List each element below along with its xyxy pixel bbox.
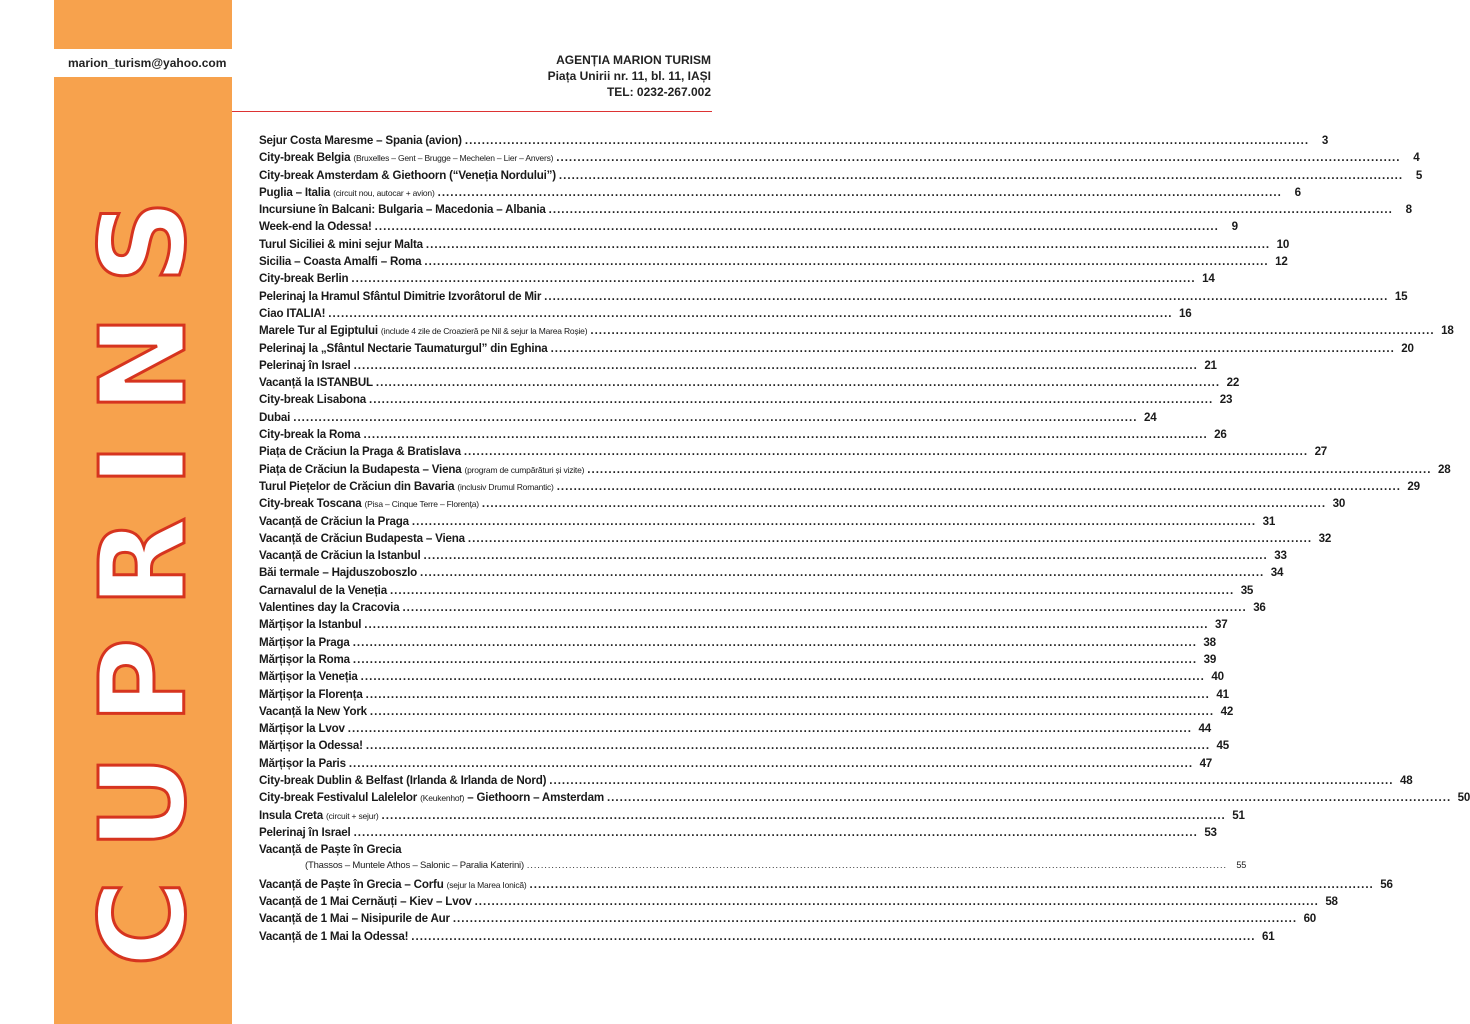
toc-item-title-cont: – Giethoorn – Amsterdam <box>467 791 604 805</box>
toc-item[interactable] <box>259 324 1454 341</box>
toc-leader-dots: ........................................................................................................................................................................................................ <box>423 549 1268 563</box>
toc-page-number: 28 <box>1437 462 1451 476</box>
toc-item-title: Turul Piețelor de Crăciun din Bavaria <box>259 479 455 493</box>
toc-page-number: 30 <box>1332 497 1346 511</box>
page-title: CUPRINS <box>74 169 212 967</box>
toc-item-note: (circuit nou, autocar + avion) <box>333 187 435 198</box>
toc-item[interactable] <box>259 791 1470 808</box>
toc-page-number: 5 <box>1415 168 1423 182</box>
toc-page-number: 18 <box>1441 324 1454 338</box>
toc-page-number: 61 <box>1262 929 1275 943</box>
toc-leader-dots: ........................................................................................................................................................................................................ <box>481 497 1327 511</box>
toc-leader-dots: ........................................................................................................................................................................................................ <box>353 358 1198 372</box>
toc-item-note: (Bruxelles – Gent – Brugge – Mechelen – Lier – Anvers) <box>353 153 554 164</box>
toc-page-number: 31 <box>1262 514 1276 528</box>
toc-item[interactable] <box>259 773 1413 791</box>
toc-item-title: Vacanță de 1 Mai la Odessa! <box>259 929 409 943</box>
toc-item-title: Mărțișor la Paris <box>259 756 346 770</box>
toc-page-number: 39 <box>1203 652 1217 666</box>
toc-item-title: Turul Siciliei & mini sejur Malta <box>259 237 423 251</box>
toc-leader-dots: ........................................................................................................................................................................................................ <box>293 410 1138 424</box>
toc-leader-dots: ........................................................................................................................................................................................................ <box>550 341 1395 355</box>
toc-item-title: Pelerinaj la Hramul Sfântul Dimitrie Izvorâtorul de Mir <box>259 289 542 303</box>
toc-item-title: Sejur Costa Maresme – Spania (avion) <box>259 134 462 147</box>
toc-leader-dots: ........................................................................................................................................................................................................ <box>353 825 1198 839</box>
toc-page-number: 9 <box>1231 220 1238 234</box>
toc-item[interactable] <box>259 618 1228 635</box>
toc-page-number: 26 <box>1214 428 1227 442</box>
toc-item-title: Vacanță de 1 Mai Cernăuți – Kiev – Lvov <box>259 895 472 909</box>
toc-page-number: 23 <box>1219 393 1233 407</box>
toc-item[interactable] <box>259 289 1408 307</box>
toc-item[interactable] <box>259 255 1288 272</box>
toc-page-number: 32 <box>1318 531 1332 545</box>
toc-item-title: Pelerinaj la „Sfântul Nectarie Taumaturgul” din Eghina <box>259 341 548 355</box>
toc-page-number: 10 <box>1276 237 1290 251</box>
toc-item-title: Vacanță de Crăciun la Praga <box>259 514 409 528</box>
toc-page-number: 21 <box>1204 358 1217 372</box>
toc-item-title: Mărțișor la Praga <box>259 635 350 649</box>
toc-leader-dots: ........................................................................................................................................................................................................ <box>364 618 1209 632</box>
toc-item-title: Valentines day la Cracovia <box>259 601 400 615</box>
toc-item[interactable] <box>259 739 1230 756</box>
toc-leader-dots: ........................................................................................................................................................................................................ <box>606 791 1452 805</box>
toc-leader-dots: ........................................................................................................................................................................................................ <box>347 722 1192 736</box>
toc-item-title: (Thassos – Muntele Athos – Salonic – Paralia Katerini) <box>305 860 524 872</box>
toc-item[interactable] <box>259 929 1275 947</box>
toc-item[interactable] <box>259 687 1229 705</box>
toc-page-number: 60 <box>1303 912 1317 926</box>
toc-item[interactable] <box>259 306 1192 324</box>
toc-item-title: Week-end la Odessa! <box>259 220 372 234</box>
toc-page-number: 42 <box>1220 704 1234 718</box>
toc-page-number: 40 <box>1211 670 1224 684</box>
toc-leader-dots: ........................................................................................................................................................................................................ <box>467 531 1313 545</box>
toc-item[interactable] <box>259 479 1420 497</box>
toc-item[interactable] <box>259 462 1451 480</box>
toc-leader-dots: ........................................................................................................................................................................................................ <box>348 756 1194 770</box>
toc-item-title: Dubai <box>259 410 291 424</box>
toc-leader-dots: ........................................................................................................................................................................................................ <box>365 687 1210 701</box>
toc-item[interactable] <box>259 877 1393 895</box>
toc-leader-dots: ........................................................................................................................................................................................................ <box>529 877 1374 891</box>
toc-leader-dots: ........................................................................................................................................................................................................ <box>411 929 1256 943</box>
toc-item[interactable] <box>259 583 1254 601</box>
toc-leader-dots: ........................................................................................................................................................................................................ <box>352 652 1198 666</box>
toc-page-number: 27 <box>1314 445 1328 459</box>
toc-item-title: Incursiune în Balcani: Bulgaria – Macedonia – Albania <box>259 203 546 217</box>
toc-item[interactable] <box>259 272 1215 289</box>
toc-leader-dots: ........................................................................................................................................................................................................ <box>402 601 1247 615</box>
toc-leader-dots: ........................................................................................................................................................................................................ <box>590 324 1435 338</box>
toc-leader-dots: ........................................................................................................................................................................................................ <box>587 462 1432 476</box>
toc-item[interactable] <box>259 895 1338 912</box>
toc-item-note: (inclusiv Drumul Romantic) <box>457 481 554 492</box>
header-rule <box>232 111 712 112</box>
toc-leader-dots: ........................................................................................................................................................................................................ <box>360 670 1205 684</box>
toc-page-number: 33 <box>1274 549 1287 563</box>
toc-item[interactable] <box>259 151 1420 168</box>
toc-item[interactable] <box>259 601 1266 618</box>
toc-leader-dots: ........................................................................................................................................................................................................ <box>375 376 1221 390</box>
toc-item[interactable] <box>259 393 1233 410</box>
toc-page-number: 47 <box>1199 756 1213 770</box>
toc-item[interactable] <box>259 860 1247 877</box>
toc-item[interactable] <box>259 237 1290 255</box>
toc-page-number: 16 <box>1179 306 1192 320</box>
toc-leader-dots: ........................................................................................................................................................................................................ <box>352 635 1197 649</box>
toc-item[interactable] <box>259 410 1157 428</box>
toc-item-title: Carnavalul de la Veneția <box>259 583 387 597</box>
toc-item-title: Pelerinaj în Israel <box>259 825 351 839</box>
toc-item-title: Vacanță de Crăciun Budapesta – Viena <box>259 531 465 545</box>
toc-item[interactable] <box>259 220 1238 237</box>
toc-item-title: City-break la Roma <box>259 428 361 442</box>
toc-item-title: Mărțișor la Veneția <box>259 670 358 684</box>
toc-page-number: 51 <box>1232 808 1245 822</box>
toc-leader-dots: ........................................................................................................................................................................................................ <box>425 237 1271 251</box>
toc-item-title: Vacanță de Crăciun la Istanbul <box>259 549 421 563</box>
toc-item-title: Mărțișor la Florența <box>259 687 363 701</box>
toc-item[interactable] <box>259 566 1284 583</box>
toc-page-number: 53 <box>1204 825 1217 839</box>
toc-item[interactable] <box>259 808 1245 826</box>
toc-item[interactable] <box>259 704 1234 722</box>
toc-item-title: Piața de Crăciun la Budapesta – Viena <box>259 462 462 476</box>
toc-item[interactable] <box>259 185 1301 203</box>
toc-leader-dots: ........................................................................................................................................................................................................ <box>420 566 1265 580</box>
toc-item-title: Vacanță la New York <box>259 704 367 718</box>
toc-leader-dots: ........................................................................................................................................................................................................ <box>474 895 1319 909</box>
toc-item-title: Băi termale – Hajduszoboszlo <box>259 566 418 580</box>
toc-page-number: 58 <box>1325 895 1338 909</box>
toc-page-number: 55 <box>1236 860 1247 871</box>
toc-item[interactable] <box>259 358 1217 376</box>
agency-address: Piața Unirii nr. 11, bl. 11, IAȘI <box>547 69 711 83</box>
toc-item-title: City-break Dublin & Belfast (Irlanda & Irlanda de Nord) <box>259 773 547 787</box>
toc-item-title: Vacanță de Paște în Grecia <box>259 843 402 857</box>
toc-leader-dots: ........................................................................................................................................................................................................ <box>556 151 1401 165</box>
toc-item-title: Vacanță de 1 Mai – Nisipurile de Aur <box>259 912 450 926</box>
toc-item[interactable] <box>259 134 1329 151</box>
toc-page-number: 15 <box>1394 289 1408 303</box>
toc-leader-dots: ........................................................................................................................................................................................................ <box>389 583 1235 597</box>
toc-item-note: (Pisa – Cinque Terre – Florența) <box>364 499 479 510</box>
toc-item[interactable] <box>259 549 1287 566</box>
toc-item-title: Mărțișor la Istanbul <box>259 618 362 632</box>
toc-page-number: 45 <box>1216 739 1230 753</box>
toc-item-title: Ciao ITALIA! <box>259 306 326 320</box>
toc-item-title: City-break Berlin <box>259 272 349 286</box>
toc-page-number: 37 <box>1215 618 1228 632</box>
toc-leader-dots: ........................................................................................................................................................................................................ <box>369 393 1214 407</box>
toc-leader-dots: ........................................................................................................................................................................................................ <box>411 514 1257 528</box>
toc-page-number: 6 <box>1294 185 1301 199</box>
toc-item-note: (circuit + sejur) <box>325 810 379 821</box>
toc-page-number: 24 <box>1143 410 1157 424</box>
toc-item-note: (program de cumpărături și vizite) <box>464 464 585 475</box>
toc-leader-dots: ........................................................................................................................................................................................................ <box>544 289 1389 303</box>
toc-item-title: Mărțișor la Odessa! <box>259 739 363 753</box>
toc-leader-dots: ........................................................................................................................................................................................................ <box>369 704 1215 718</box>
toc-item-title: Piața de Crăciun la Praga & Bratislava <box>259 445 461 459</box>
toc-item[interactable] <box>259 341 1414 359</box>
toc-leader-dots: ........................................................................................................................................................................................................ <box>463 445 1309 459</box>
toc-leader-dots: ........................................................................................................................................................................................................ <box>374 220 1219 234</box>
toc-leader-dots: ........................................................................................................................................................................................................ <box>365 739 1211 753</box>
toc-leader-dots: ........................................................................................................................................................................................................ <box>363 428 1208 442</box>
toc-item-note: (include 4 zile de Croazieră pe Nil & sejur la Marea Roșie) <box>380 326 588 337</box>
toc-item[interactable] <box>259 722 1211 739</box>
toc-item-title: Mărțișor la Lvov <box>259 722 345 736</box>
toc-page-number: 22 <box>1226 376 1240 390</box>
toc-leader-dots: ........................................................................................................................................................................................................ <box>558 168 1404 182</box>
toc-page-number: 4 <box>1413 151 1420 165</box>
toc-item[interactable] <box>259 514 1276 532</box>
toc-page-number: 20 <box>1401 341 1414 355</box>
agency-phone: TEL: 0232-267.002 <box>606 85 711 99</box>
toc-page-number: 8 <box>1405 203 1412 217</box>
contact-email[interactable]: marion_turism@yahoo.com <box>68 56 227 70</box>
toc-item[interactable] <box>259 376 1240 393</box>
toc-item-title: Puglia – Italia <box>259 185 331 199</box>
toc-leader-dots: ........................................................................................................................................................................................................ <box>548 203 1393 217</box>
toc-leader-dots: ........................................................................................................................................................................................................ <box>381 808 1226 822</box>
toc-page-number: 38 <box>1203 635 1216 649</box>
toc-page-number: 14 <box>1202 272 1215 286</box>
toc-page-number: 34 <box>1270 566 1284 580</box>
toc-item-title: Mărțișor la Roma <box>259 652 350 666</box>
toc-page-number: 36 <box>1253 601 1266 615</box>
toc-leader-dots: ........................................................................................................................................................................................................ <box>556 479 1401 493</box>
toc-page-number: 3 <box>1321 134 1329 147</box>
agency-name: AGENȚIA MARION TURISM <box>556 53 711 67</box>
toc-item-title: Vacanță la ISTANBUL <box>259 376 373 390</box>
toc-item-title: Sicilia – Coasta Amalfi – Roma <box>259 255 422 269</box>
toc-leader-dots: ........................................................................................................................................................................................................ <box>464 134 1310 147</box>
toc-item[interactable] <box>259 843 713 860</box>
toc-leader-dots: ........................................................................................................................................................................................................ <box>424 255 1269 269</box>
toc-page-number: 12 <box>1275 255 1288 269</box>
toc-leader-dots: ........................................................................................................................................................................................................ <box>526 860 1228 871</box>
toc-page-number: 35 <box>1240 583 1254 597</box>
toc-item-title: Marele Tur al Egiptului <box>259 324 378 338</box>
toc-page-number: 41 <box>1216 687 1229 701</box>
toc-item[interactable] <box>259 168 1423 186</box>
toc-item-title: Pelerinaj în Israel <box>259 358 351 372</box>
toc-item-title: City-break Toscana <box>259 497 362 511</box>
table-of-contents <box>259 134 1470 947</box>
toc-item-title: Vacanță de Paște în Grecia – Corfu <box>259 877 444 891</box>
toc-item[interactable] <box>259 756 1213 774</box>
toc-leader-dots: ........................................................................................................................................................................................................ <box>351 272 1196 286</box>
toc-page-number: 56 <box>1380 877 1393 891</box>
toc-leader-dots: ........................................................................................................................................................................................................ <box>452 912 1298 926</box>
toc-leader-dots: ........................................................................................................................................................................................................ <box>328 306 1173 320</box>
toc-item[interactable] <box>259 912 1317 929</box>
toc-item[interactable] <box>259 652 1217 670</box>
toc-item-title: City-break Festivalul Lalelelor <box>259 791 418 805</box>
toc-item-title: City-break Lisabona <box>259 393 367 407</box>
toc-item-title: City-break Belgia <box>259 151 351 165</box>
toc-item-note: (sejur la Marea Ionică) <box>446 879 527 890</box>
toc-page-number: 48 <box>1400 773 1413 787</box>
toc-item[interactable] <box>259 497 1346 514</box>
toc-item[interactable] <box>259 531 1332 549</box>
toc-page-number: 44 <box>1198 722 1211 736</box>
toc-item[interactable] <box>259 635 1216 653</box>
toc-page-number: 29 <box>1407 479 1420 493</box>
toc-item-title: Insula Creta <box>259 808 323 822</box>
toc-item[interactable] <box>259 203 1412 220</box>
toc-leader-dots: ........................................................................................................................................................................................................ <box>437 185 1282 199</box>
toc-item[interactable] <box>259 825 1217 843</box>
toc-item[interactable] <box>259 428 1227 445</box>
toc-page-number: 50 <box>1457 791 1470 805</box>
agency-info <box>548 52 711 100</box>
toc-item-note: (Keukenhof) <box>420 793 465 804</box>
toc-item[interactable] <box>259 670 1224 687</box>
toc-item-title: City-break Amsterdam & Giethoorn (“Veneția Nordului”) <box>259 168 556 182</box>
toc-leader-dots: ........................................................................................................................................................................................................ <box>549 773 1394 787</box>
toc-item[interactable] <box>259 445 1328 462</box>
